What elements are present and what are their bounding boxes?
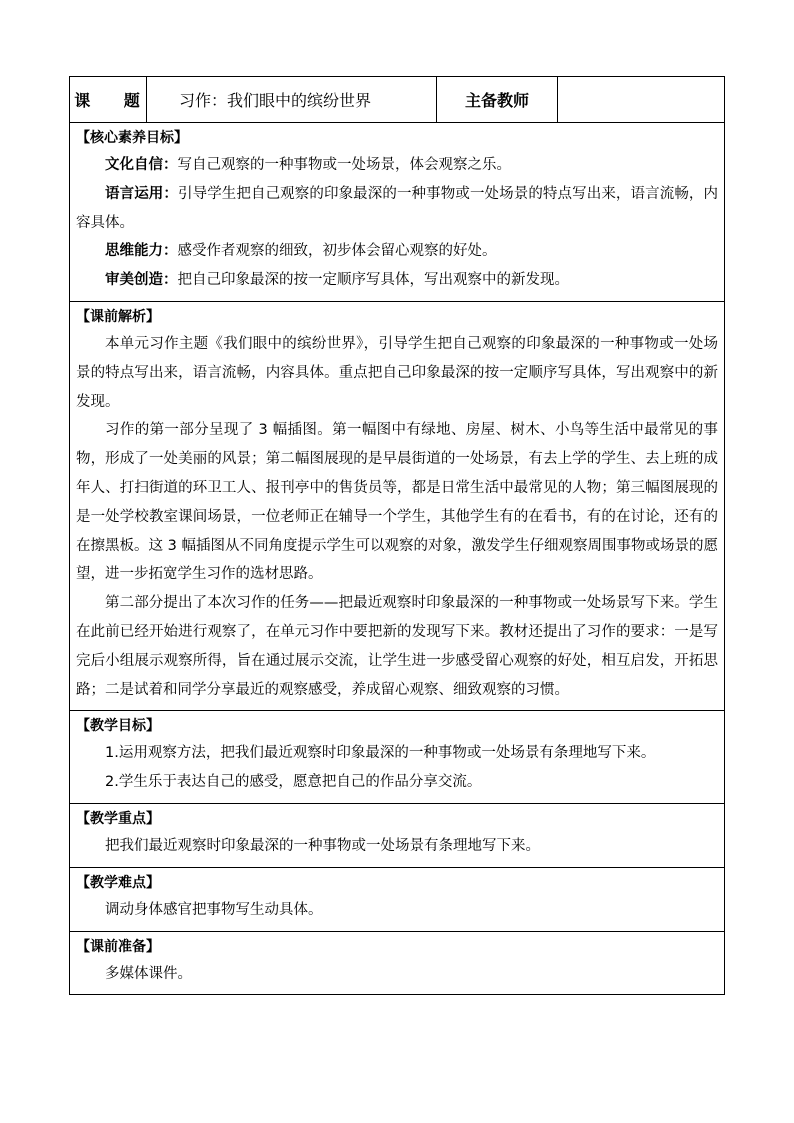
teacher-label: 主备教师 <box>437 77 558 122</box>
analysis-section <box>70 302 724 711</box>
topic-value: 习作：我们眼中的缤纷世界 <box>147 77 437 122</box>
analysis-paragraph: 习作的第一部分呈现了 3 幅插图。第一幅图中有绿地、房屋、树木、小鸟等生活中最常见的事物，形成了一处美丽的风景；第二幅图展现的是早晨街道的一处场景，有去上学的学生、去上班的成年人、打扫街道的环卫工人、报刊亭中的售货员等，都是日常生活中最常见的人物；第三幅图展现的是一处学校教室课间场景，一位老师正在辅导一个学生，其他学生有的在看书，有的在讨论，还有的在擦黑板。这 3 幅插图从不同角度提示学生可以观察的对象，激发学生仔细观察周围事物或场景的愿望，进一步拓宽学生习作的选材思路。 <box>76 422 718 583</box>
topic-label: 课 题 <box>70 77 147 122</box>
section-title: 【教学难点】 <box>76 874 160 891</box>
lesson-plan-table <box>69 76 725 995</box>
core-goal-label: 语言运用： <box>105 185 178 202</box>
core-goal-item <box>76 237 718 266</box>
header-row <box>70 77 724 123</box>
core-goal-text: 把自己印象最深的按一定顺序写具体，写出观察中的新发现。 <box>177 272 569 289</box>
core-goal-label: 文化自信： <box>105 157 178 173</box>
section-title: 【课前解析】 <box>76 308 160 325</box>
key-points-text: 把我们最近观察时印象最深的一种事物或一处场景有条理地写下来。 <box>105 837 540 854</box>
teaching-goal-item: 1.运用观察方法，把我们最近观察时印象最深的一种事物或一处场景有条理地写下来。 <box>105 745 656 762</box>
core-goal-text: 写自己观察的一种事物或一处场景，体会观察之乐。 <box>177 157 511 173</box>
core-goal-text: 感受作者观察的细致，初步体会留心观察的好处。 <box>177 243 497 260</box>
core-goal-item <box>76 151 718 180</box>
core-goal-item <box>76 180 718 238</box>
analysis-paragraph: 第二部分提出了本次习作的任务——把最近观察时印象最深的一种事物或一处场景写下来。学生在此前已经开始进行观察了，在单元习作中要把新的发现写下来。教材还提出了习作的要求：一是写完后小组展示观察所得，旨在通过展示交流，让学生进一步感受留心观察的好处，相互启发，开拓思路；二是试着和同学分享最近的观察感受，养成留心观察、细致观察的习惯。 <box>76 595 718 698</box>
analysis-paragraph: 本单元习作主题《我们眼中的缤纷世界》，引导学生把自己观察的印象最深的一种事物或一处场景的特点写出来，语言流畅，内容具体。重点把自己印象最深的按一定顺序写具体，写出观察中的新发现。 <box>76 335 718 410</box>
teaching-goal-item: 2.学生乐于表达自己的感受，愿意把自己的作品分享交流。 <box>105 774 482 791</box>
section-title: 【教学目标】 <box>76 718 160 735</box>
core-goal-item <box>76 266 718 295</box>
teaching-goals-section <box>70 711 724 804</box>
core-goal-text: 引导学生把自己观察的印象最深的一种事物或一处场景的特点写出来，语言流畅，内容具体。 <box>76 185 719 231</box>
preparation-text: 多媒体课件。 <box>105 965 192 982</box>
core-goal-label: 思维能力： <box>105 243 178 260</box>
core-goals-section <box>70 123 724 302</box>
teacher-value <box>558 77 724 122</box>
section-title: 【教学重点】 <box>76 810 160 827</box>
key-points-section <box>70 804 724 868</box>
section-title: 【核心素养目标】 <box>76 130 188 146</box>
section-title: 【课前准备】 <box>76 938 160 955</box>
preparation-section <box>70 932 724 995</box>
core-goal-label: 审美创造： <box>105 272 178 289</box>
difficulties-text: 调动身体感官把事物写生动具体。 <box>105 901 323 918</box>
difficulties-section <box>70 868 724 932</box>
